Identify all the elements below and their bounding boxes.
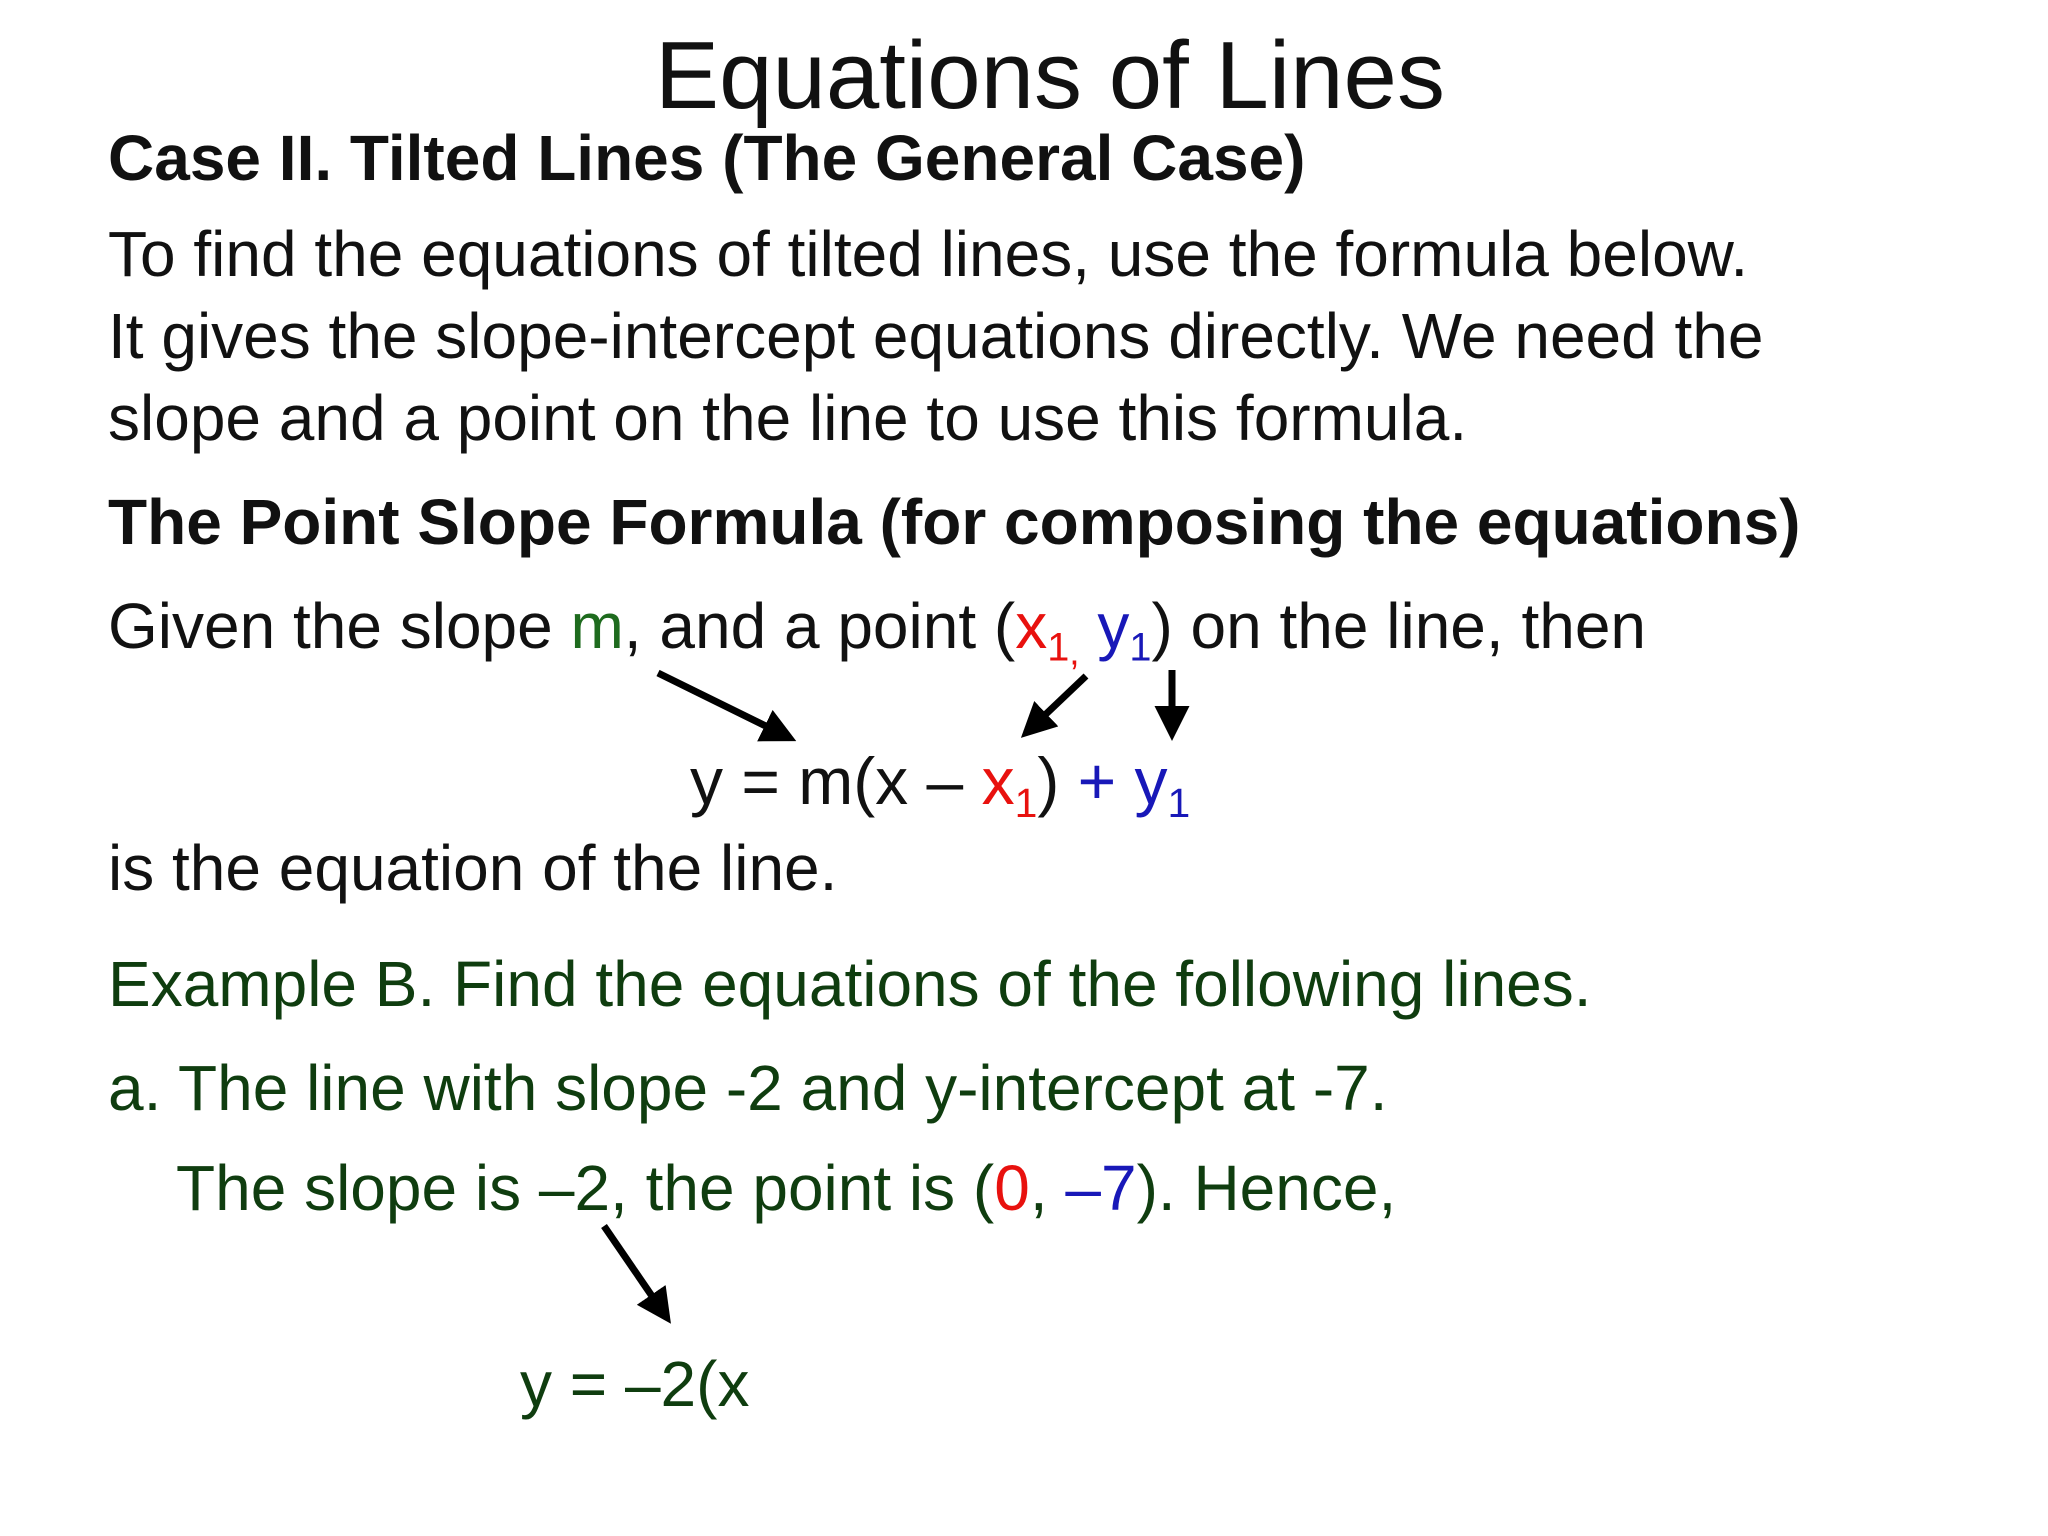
given-mid: , and a point ( bbox=[623, 590, 1016, 662]
intro-line-3: slope and a point on the line to use this formula. bbox=[108, 382, 1468, 454]
given-y-var: y bbox=[1097, 590, 1130, 662]
given-x-subscript: 1 bbox=[1047, 625, 1070, 670]
given-slope-m: m bbox=[570, 590, 624, 662]
intro-line-1: To find the equations of tilted lines, use the formula below. bbox=[108, 218, 1749, 290]
given-y-subscript: 1 bbox=[1129, 625, 1152, 670]
given-end: ) on the line, then bbox=[1151, 590, 1646, 662]
formula-plus-y: + y bbox=[1077, 744, 1168, 818]
formula-lhs: y = m(x – bbox=[690, 744, 982, 818]
formula-close: ) bbox=[1037, 744, 1078, 818]
case-heading: Case II. Tilted Lines (The General Case) bbox=[108, 122, 1306, 194]
formula-x-subscript: 1 bbox=[1014, 780, 1038, 827]
formula-y-subscript: 1 bbox=[1167, 780, 1191, 827]
slope-line-comma: , bbox=[1029, 1152, 1066, 1224]
slope-line-lead: The slope is –2, the point is ( bbox=[176, 1152, 995, 1224]
formula-heading: The Point Slope Formula (for composing the equations) bbox=[108, 486, 1801, 558]
arrow-x1-to-formula bbox=[1026, 676, 1086, 733]
given-lead: Given the slope bbox=[108, 590, 571, 662]
formula-x-var: x bbox=[981, 744, 1015, 818]
partial-equation: y = –2(x bbox=[520, 1348, 750, 1420]
arrow-m-to-formula bbox=[658, 673, 790, 738]
example-part-a: a. The line with slope -2 and y-intercept at -7. bbox=[108, 1052, 1388, 1124]
slope-line-end: ). Hence, bbox=[1136, 1152, 1397, 1224]
slide-title: Equations of Lines bbox=[655, 22, 1445, 129]
conclusion-line: is the equation of the line. bbox=[108, 832, 838, 904]
given-comma: , bbox=[1069, 630, 1080, 673]
point-y-value: –7 bbox=[1065, 1152, 1137, 1224]
point-x-value: 0 bbox=[994, 1152, 1030, 1224]
arrow-slope-to-equation bbox=[604, 1226, 667, 1318]
intro-line-2: It gives the slope-intercept equations directly. We need the bbox=[108, 300, 1764, 372]
example-heading: Example B. Find the equations of the following lines. bbox=[108, 948, 1592, 1020]
given-x-var: x bbox=[1015, 590, 1048, 662]
